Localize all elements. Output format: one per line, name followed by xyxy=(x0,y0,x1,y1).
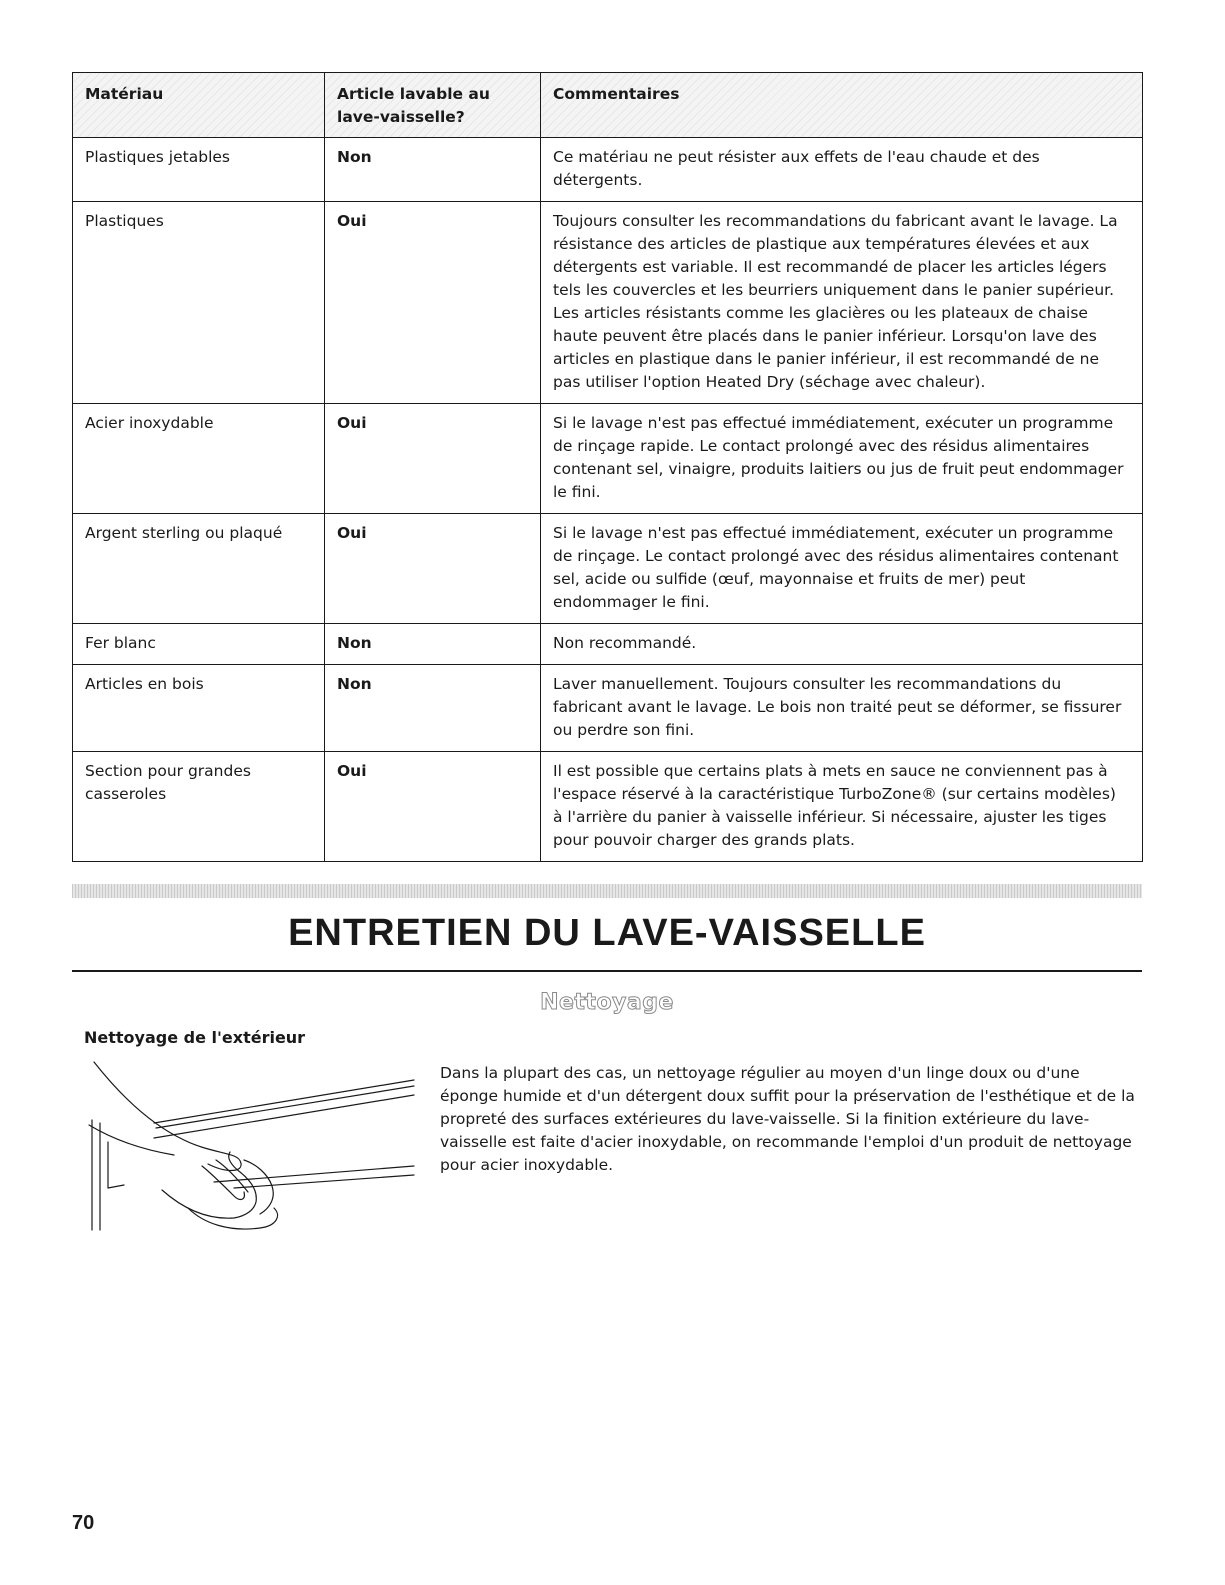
header-comments: Commentaires xyxy=(541,73,1143,138)
material-cell: Plastiques xyxy=(73,202,325,404)
comment-cell: Toujours consulter les recommandations du fabricant avant le lavage. La résistance des articles de plastique aux températures élevées et aux détergents est variable. Il est recommandé de placer les articles légers tels les couvercles et les beurriers uniquement dans le panier supérieur. Les articles résistants comme les glacières ou les plateaux de chaise haute peuvent être placés dans le panier inférieur. Lorsqu'on lave des articles en plastique dans le panier inférieur, il est recommandé de ne pas utiliser l'option Heated Dry (séchage avec chaleur). xyxy=(541,202,1143,404)
washable-cell: Non xyxy=(325,665,541,752)
comment-cell: Il est possible que certains plats à mets en sauce ne conviennent pas à l'espace réservé à la caractéristique TurboZone® (sur certains modèles) à l'arrière du panier à vaisselle inférieur. Si nécessaire, ajuster les tiges pour pouvoir charger des grands plats. xyxy=(541,752,1143,862)
material-cell: Acier inoxydable xyxy=(73,404,325,514)
washable-cell: Oui xyxy=(325,404,541,514)
comment-cell: Si le lavage n'est pas effectué immédiatement, exécuter un programme de rinçage. Le contact prolongé avec des résidus alimentaires contenant sel, acide ou sulfide (œuf, mayonnaise et fruits de mer) peut endommager le fini. xyxy=(541,514,1143,624)
comment-cell: Ce matériau ne peut résister aux effets de l'eau chaude et des détergents. xyxy=(541,138,1143,202)
washable-cell: Non xyxy=(325,624,541,665)
material-cell: Articles en bois xyxy=(73,665,325,752)
page-number: 70 xyxy=(72,1512,95,1534)
material-cell: Fer blanc xyxy=(73,624,325,665)
washable-cell: Oui xyxy=(325,514,541,624)
washable-cell: Oui xyxy=(325,752,541,862)
table-row xyxy=(73,752,1143,862)
comment-cell: Laver manuellement. Toujours consulter les recommandations du fabricant avant le lavage. Le bois non traité peut se déformer, se fissurer ou perdre son fini. xyxy=(541,665,1143,752)
subheading: Nettoyage de l'extérieur xyxy=(84,1028,306,1047)
title-rule xyxy=(72,970,1142,972)
material-cell: Section pour grandes casseroles xyxy=(73,752,325,862)
materials-table xyxy=(72,72,1143,862)
washable-cell: Oui xyxy=(325,202,541,404)
section-title: ENTRETIEN DU LAVE-VAISSELLE xyxy=(288,912,926,954)
comment-cell: Non recommandé. xyxy=(541,624,1143,665)
material-cell: Plastiques jetables xyxy=(73,138,325,202)
section-divider-bar xyxy=(72,884,1142,898)
material-cell: Argent sterling ou plaqué xyxy=(73,514,325,624)
washable-cell: Non xyxy=(325,138,541,202)
subsection-title: Nettoyage xyxy=(540,990,674,1015)
header-washable: Article lavable au lave-vaisselle? xyxy=(325,73,541,138)
body-paragraph: Dans la plupart des cas, un nettoyage régulier au moyen d'un linge doux ou d'une éponge humide et d'un détergent doux suffit pour la préservation de l'esthétique et de la propreté des surfaces extérieures du lave-vaisselle. Si la finition extérieure du lave-vaisselle est faite d'acier inoxydable, on recommande l'emploi d'un produit de nettoyage pour acier inoxydable. xyxy=(440,1064,1135,1174)
table-row xyxy=(73,404,1143,514)
comment-cell: Si le lavage n'est pas effectué immédiatement, exécuter un programme de rinçage rapide. Le contact prolongé avec des résidus alimentaires contenant sel, vinaigre, produits laitiers ou jus de fruit peut endommager le fini. xyxy=(541,404,1143,514)
header-material: Matériau xyxy=(73,73,325,138)
table-header-row xyxy=(73,73,1143,138)
hand-wiping-dishwasher-icon xyxy=(84,1040,424,1235)
table-row xyxy=(73,202,1143,404)
table-row xyxy=(73,665,1143,752)
table-row xyxy=(73,624,1143,665)
table-row xyxy=(73,138,1143,202)
table-row xyxy=(73,514,1143,624)
